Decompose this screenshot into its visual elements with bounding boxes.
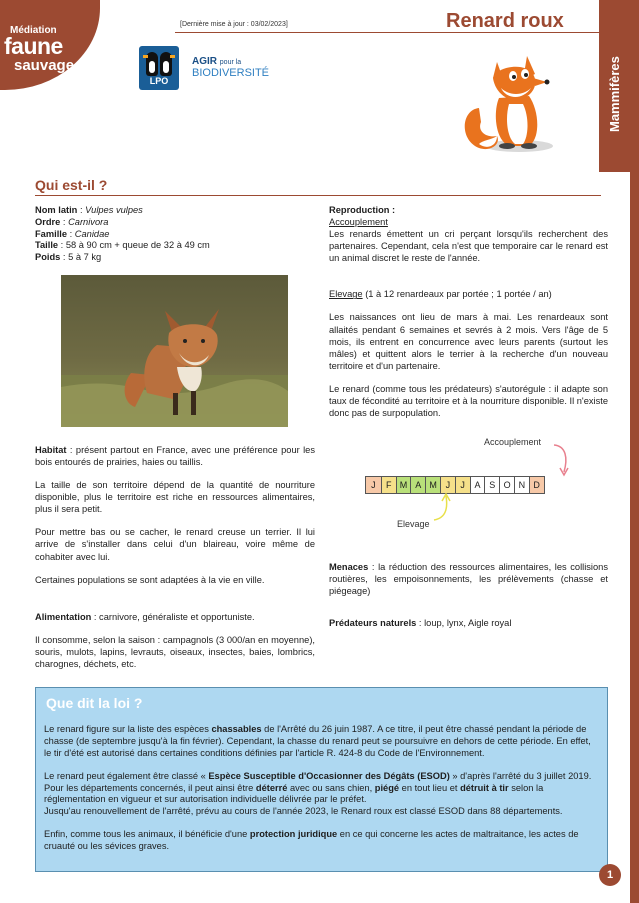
lpo-text: LPO	[149, 76, 169, 87]
brand-line-2: faune	[4, 33, 63, 59]
agir-logo	[192, 56, 269, 79]
law-paragraph-2: Le renard peut également être classé « Espèce Susceptible d'Occasionner des Dégâts (ESOD) » d'après l'arrêté du 3 juillet 2019. Pour les départements concernés, il peut ainsi être déterré avec ou sans chien, piégé en tout lieu et détruit à tir selon la réglementation en vigueur et sur autorisation individuelle délivrée par le préfet. Jusqu'au renouvellement de l'arrêté, prévu au cours de l'année 2023, le Renard roux est classé ESOD dans 88 départements.	[44, 770, 592, 817]
agir-text: AGIR	[192, 56, 217, 67]
month-cell: N	[514, 477, 529, 493]
accouplement-arrow-icon	[550, 440, 572, 478]
right-column-text	[329, 204, 608, 430]
consomme-paragraph: Il consomme, selon la saison : campagnols (3 000/an en moyenne), souris, mulots, lapins, levrauts, oiseaux, insectes, baies, lombrics, charognes, déchets, etc.	[35, 634, 315, 669]
accouplement-heading: Accouplement	[329, 217, 388, 228]
autoregule-paragraph: Le renard (comme tous les prédateurs) s'autorégule : il adapte son taux de fécondité au territoire et à la nourriture disponible. Il n'existe donc pas de surpopulation.	[329, 383, 608, 419]
ville-paragraph: Certaines populations se sont adaptées à la vie en ville.	[35, 574, 265, 585]
agir-pour-text: pour la	[219, 59, 242, 66]
naissances-paragraph: Les naissances ont lieu de mars à mai. Les renardeaux sont allaités pendant 6 semaines et sevrés à 2 mois. Vers l'âge de 5 mois, ils entrent en concurrence avec leurs parents (surtout les mâles) et quittent alors le terrier à la recherche d'un nouveau territoire et d'un partenaire.	[329, 312, 608, 371]
identity-row: Nom latin : Vulpes vulpes	[35, 205, 143, 215]
month-cell: J	[366, 477, 381, 493]
accouplement-label: Accouplement	[484, 437, 542, 447]
alimentation-paragraph: Alimentation : carnivore, généraliste et opportuniste.	[35, 611, 255, 622]
identity-row: Famille : Canidae	[35, 228, 110, 239]
elevage-label: Elevage	[397, 519, 430, 529]
law-paragraph-3: Enfin, comme tous les animaux, il bénéficie d'une protection juridique en ce qui concerne les actes de maltraitance, les actes de cruauté ou les sévices graves.	[44, 829, 579, 852]
law-paragraph-1: Le renard figure sur la liste des espèces chassables de l'Arrêté du 26 juin 1987. A ce titre, il peut être chassé pendant la période de chasse (de septembre jusqu'à la fin février). Cependant, la chasse du renard peut se poursuivre en dehors de cette période. En effet, le tir d'été est autorisé dans certaines conditions définies par l'article R. 424-8 du Code de l'Environnement.	[44, 724, 591, 758]
left-column-text	[35, 444, 315, 681]
month-cell: A	[470, 477, 485, 493]
biodiversite-text: BIODIVERSITÉ	[192, 67, 270, 79]
month-cell: M	[396, 477, 411, 493]
identity-row: Taille : 58 à 90 cm + queue de 32 à 49 cm	[35, 240, 210, 251]
accouplement-paragraph: Les renards émettent un cri perçant lorsqu'ils recherchent des partenaires. Cependant, cela n'est que temporaire car le renard est un animal discret le reste de l'année.	[329, 229, 608, 264]
identity-row: Poids : 5 à 7 kg	[35, 252, 102, 263]
elevage-heading: Elevage (1 à 12 renardeaux par portée ; 1 portée / an)	[329, 289, 552, 300]
law-box-body	[44, 724, 600, 864]
brand-line-3: sauvage	[14, 57, 75, 74]
law-box-title: Que dit la loi ?	[46, 695, 143, 711]
law-box	[35, 687, 608, 872]
section-divider	[35, 195, 601, 196]
month-cell: A	[410, 477, 425, 493]
last-update: [Dernière mise à jour : 03/02/2023]	[180, 21, 288, 28]
month-cell: O	[499, 477, 514, 493]
title-underline	[175, 32, 599, 33]
threats-text	[329, 561, 608, 640]
lpo-logo	[139, 46, 179, 90]
section-title-qui: Qui est-il ?	[35, 177, 108, 193]
brand-line-1: Médiation	[10, 25, 57, 36]
predateurs-paragraph: Prédateurs naturels : loup, lynx, Aigle royal	[329, 618, 512, 629]
category-tab	[599, 0, 639, 172]
fox-photo	[61, 275, 288, 427]
fox-cartoon-illustration	[457, 48, 557, 158]
month-cell: F	[381, 477, 396, 493]
page-title: Renard roux	[446, 10, 564, 32]
page-number: 1	[599, 864, 621, 886]
side-strip	[630, 172, 639, 903]
identity-list	[35, 205, 305, 264]
territoire-paragraph: La taille de son territoire dépend de la quantité de nourriture disponible, plus le territoire est riche en ressources alimentaires, plus il sera petit.	[35, 480, 315, 515]
habitat-paragraph: Habitat : présent partout en France, avec une préférence pour les bois entourés de prairies, haies ou taillis.	[35, 445, 315, 468]
month-cell: M	[425, 477, 440, 493]
month-cell: S	[484, 477, 499, 493]
month-cell: J	[440, 477, 455, 493]
reproduction-heading: Reproduction :	[329, 205, 396, 215]
menaces-paragraph: Menaces : la réduction des ressources alimentaires, les collisions routières, les empoisonnements, les prélèvements (chasse et piégeage)	[329, 562, 608, 597]
month-cell: D	[529, 477, 544, 493]
month-timeline	[365, 476, 545, 494]
brand-logo	[0, 0, 100, 90]
month-cell: J	[455, 477, 470, 493]
category-tab-label: Mammifères	[607, 56, 622, 132]
identity-row: Ordre : Carnivora	[35, 216, 109, 227]
elevage-arrow-icon	[430, 492, 454, 524]
terrier-paragraph: Pour mettre bas ou se cacher, le renard creuse un terrier. Il lui arrive de s'installer dans celui d'un blaireau, voire même de cohabiter avec lui.	[35, 527, 315, 562]
